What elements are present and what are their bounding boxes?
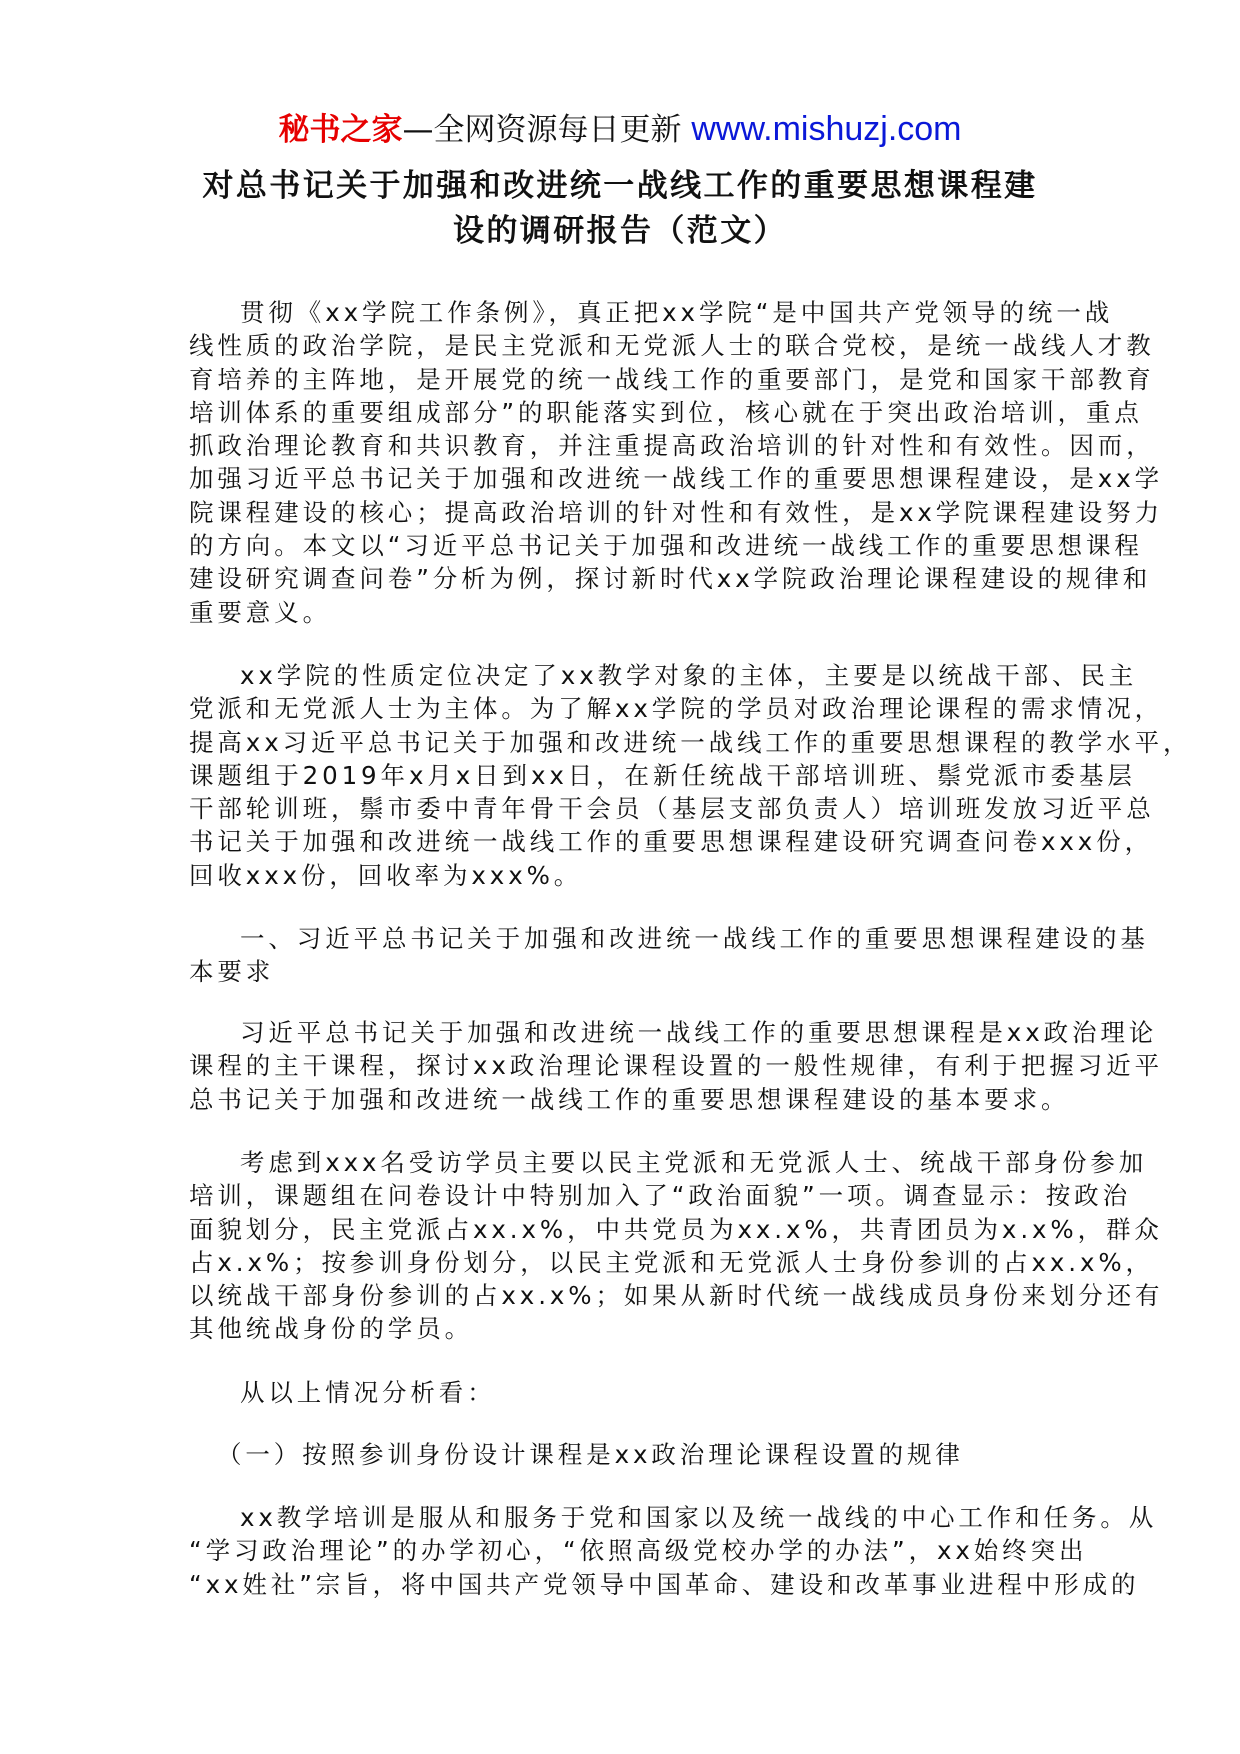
text-line: 建设研究调查问卷”分析为例，探讨新时代xx学院政治理论课程建设的规律和 xyxy=(189,564,1152,594)
text-line: 院课程建设的核心；提高政治培训的针对性和有效性，是xx学院课程建设努力 xyxy=(189,497,1163,527)
text-line: 考虑到xxx名受访学员主要以民主党派和无党派人士、统战干部身份参加 xyxy=(240,1148,1148,1177)
text-line: 培训，课题组在问卷设计中特别加入了“政治面貌”一项。调查显示：按政治 xyxy=(189,1181,1131,1211)
text-line: 提高xx习近平总书记关于加强和改进统一战线工作的重要思想课程的教学水平， xyxy=(189,727,1192,757)
text-line: “xx姓社”宗旨，将中国共产党领导中国革命、建设和改革事业进程中形成的 xyxy=(189,1569,1140,1599)
text-line: 其他统战身份的学员。 xyxy=(189,1314,473,1344)
text-line: 培训体系的重要组成部分”的职能落实到位，核心就在于突出政治培训，重点 xyxy=(189,397,1143,427)
text-line: 占x.x%；按参训身份划分，以民主党派和无党派人士身份参训的占xx.x%， xyxy=(189,1247,1154,1277)
text-line: 一、习近平总书记关于加强和改进统一战线工作的重要思想课程建设的基 xyxy=(240,924,1149,953)
subsection-heading-1 xyxy=(189,1438,1069,1471)
site-banner xyxy=(0,104,1240,149)
text-line: xx教学培训是服从和服务于党和国家以及统一战线的中心工作和任务。从 xyxy=(240,1503,1158,1532)
text-line: 党派和无党派人士为主体。为了解xx学院的学员对政治理论课程的需求情况， xyxy=(189,694,1163,724)
brand-name: 秘书之家 xyxy=(278,112,403,148)
text-line: 以统战干部身份参训的占xx.x%；如果从新时代统一战线成员身份来划分还有 xyxy=(189,1281,1164,1311)
text-line: 育培养的主阵地，是开展党的统一战线工作的重要部门，是党和国家干部教育 xyxy=(189,364,1155,394)
text-line: 习近平总书记关于加强和改进统一战线工作的重要思想课程是xx政治理论 xyxy=(240,1018,1158,1047)
text-line: 贯彻《xx学院工作条例》，真正把xx学院“是中国共产党领导的统一战 xyxy=(240,298,1114,327)
text-line: （一）按照参训身份设计课程是xx政治理论课程设置的规律 xyxy=(217,1440,964,1469)
analysis-lead xyxy=(189,1376,1069,1409)
text-line: 加强习近平总书记关于加强和改进统一战线工作的重要思想课程建设，是xx学 xyxy=(189,464,1163,494)
text-line: 本要求 xyxy=(189,957,275,987)
document-title-line-2: 设的调研报告（范文） xyxy=(453,213,787,249)
text-line: 重要意义。 xyxy=(189,597,331,627)
text-line: “学习政治理论”的办学初心，“依照高级党校办学的办法”，xx始终突出 xyxy=(189,1536,1088,1566)
document-title-line-1: 对总书记关于加强和改进统一战线工作的重要思想课程建 xyxy=(202,168,1038,204)
text-line: 书记关于加强和改进统一战线工作的重要思想课程建设研究调查问卷xxx份， xyxy=(189,827,1153,857)
subsection-1-paragraph xyxy=(189,1501,1158,1601)
text-line: 课程的主干课程，探讨xx政治理论课程设置的一般性规律，有利于把握习近平 xyxy=(189,1051,1163,1081)
text-line: 抓政治理论教育和共识教育，并注重提高政治培训的针对性和有效性。因而， xyxy=(189,431,1155,461)
text-line: 干部轮训班，鬃市委中青年骨干会员（基层支部负责人）培训班发放习近平总 xyxy=(189,794,1155,824)
text-line: 的方向。本文以“习近平总书记关于加强和改进统一战线工作的重要思想课程 xyxy=(189,531,1143,561)
banner-slogan: —全网资源每日更新 xyxy=(402,112,682,148)
text-line: 回收xxx份，回收率为xxx%。 xyxy=(189,860,583,890)
text-line: xx学院的性质定位决定了xx教学对象的主体，主要是以统战干部、民主 xyxy=(240,661,1138,690)
text-line: 课题组于2019年x月x日到xx日，在新任统战干部培训班、鬃党派市委基层 xyxy=(189,760,1136,790)
text-line: 面貌划分，民主党派占xx.x%，中共党员为xx.x%，共青团员为x.x%，群众 xyxy=(189,1214,1163,1244)
text-line: 线性质的政治学院，是民主党派和无党派人士的联合党校，是统一战线人才教 xyxy=(189,331,1155,361)
site-url-link[interactable]: www.mishuzj.com xyxy=(691,110,962,148)
section-1-paragraph xyxy=(189,1016,1163,1116)
demographics-paragraph xyxy=(189,1146,1164,1346)
intro-paragraph xyxy=(189,296,1163,629)
survey-paragraph xyxy=(189,659,1192,892)
text-line: 总书记关于加强和改进统一战线工作的重要思想课程建设的基本要求。 xyxy=(189,1084,1070,1114)
section-heading-1 xyxy=(189,922,1149,989)
text-line: 从以上情况分析看： xyxy=(240,1378,496,1407)
